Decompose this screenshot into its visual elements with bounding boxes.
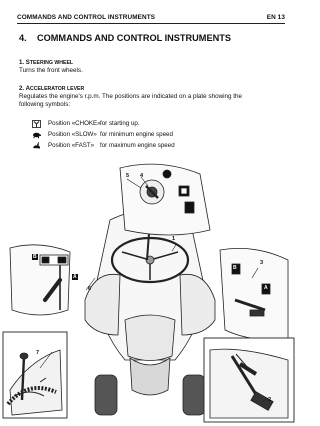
header-title: COMMANDS AND CONTROL INSTRUMENTS <box>17 14 156 21</box>
page-number: EN 13 <box>266 14 285 21</box>
plate-letter-a-right: A <box>264 285 268 291</box>
chapter-title: COMMANDS AND CONTROL INSTRUMENTS <box>37 33 231 43</box>
chapter-heading <box>19 33 231 43</box>
slow-tortoise-icon <box>32 131 41 139</box>
ignition-panel-detail <box>120 164 210 235</box>
left-lever-detail <box>10 245 70 315</box>
choke-icon <box>32 120 41 128</box>
callout-6: 6 <box>88 286 92 292</box>
callout-1: 1 <box>172 236 176 242</box>
chapter-number: 4. <box>19 33 27 43</box>
section-accelerator-text: Regulates the engine's r.p.m. The positions are indicated on a plate showing the following symbols: <box>19 93 243 109</box>
section-steering-heading: 1. STEERING WHEEL <box>19 59 74 66</box>
header-rule <box>17 23 285 24</box>
callout-4: 4 <box>140 173 144 179</box>
fast-hare-icon <box>32 142 41 150</box>
tractor-controls-illustration <box>0 160 300 426</box>
pedal-2-drawing <box>210 349 288 418</box>
callout-2: 2 <box>268 397 272 403</box>
page-header <box>17 13 285 23</box>
callout-7: 7 <box>36 350 40 356</box>
section-accelerator-heading: 2. ACCELERATOR LEVER <box>19 85 85 92</box>
callout-3: 3 <box>260 260 264 266</box>
plate-letter-b-right: B <box>233 265 237 271</box>
plate-letter-b-left: B <box>33 254 37 260</box>
right-plate-detail <box>220 248 288 340</box>
plate-letter-a-left: A <box>73 274 77 280</box>
callout-5: 5 <box>126 173 130 179</box>
section-steering-text: Turns the front wheels. <box>19 67 83 74</box>
